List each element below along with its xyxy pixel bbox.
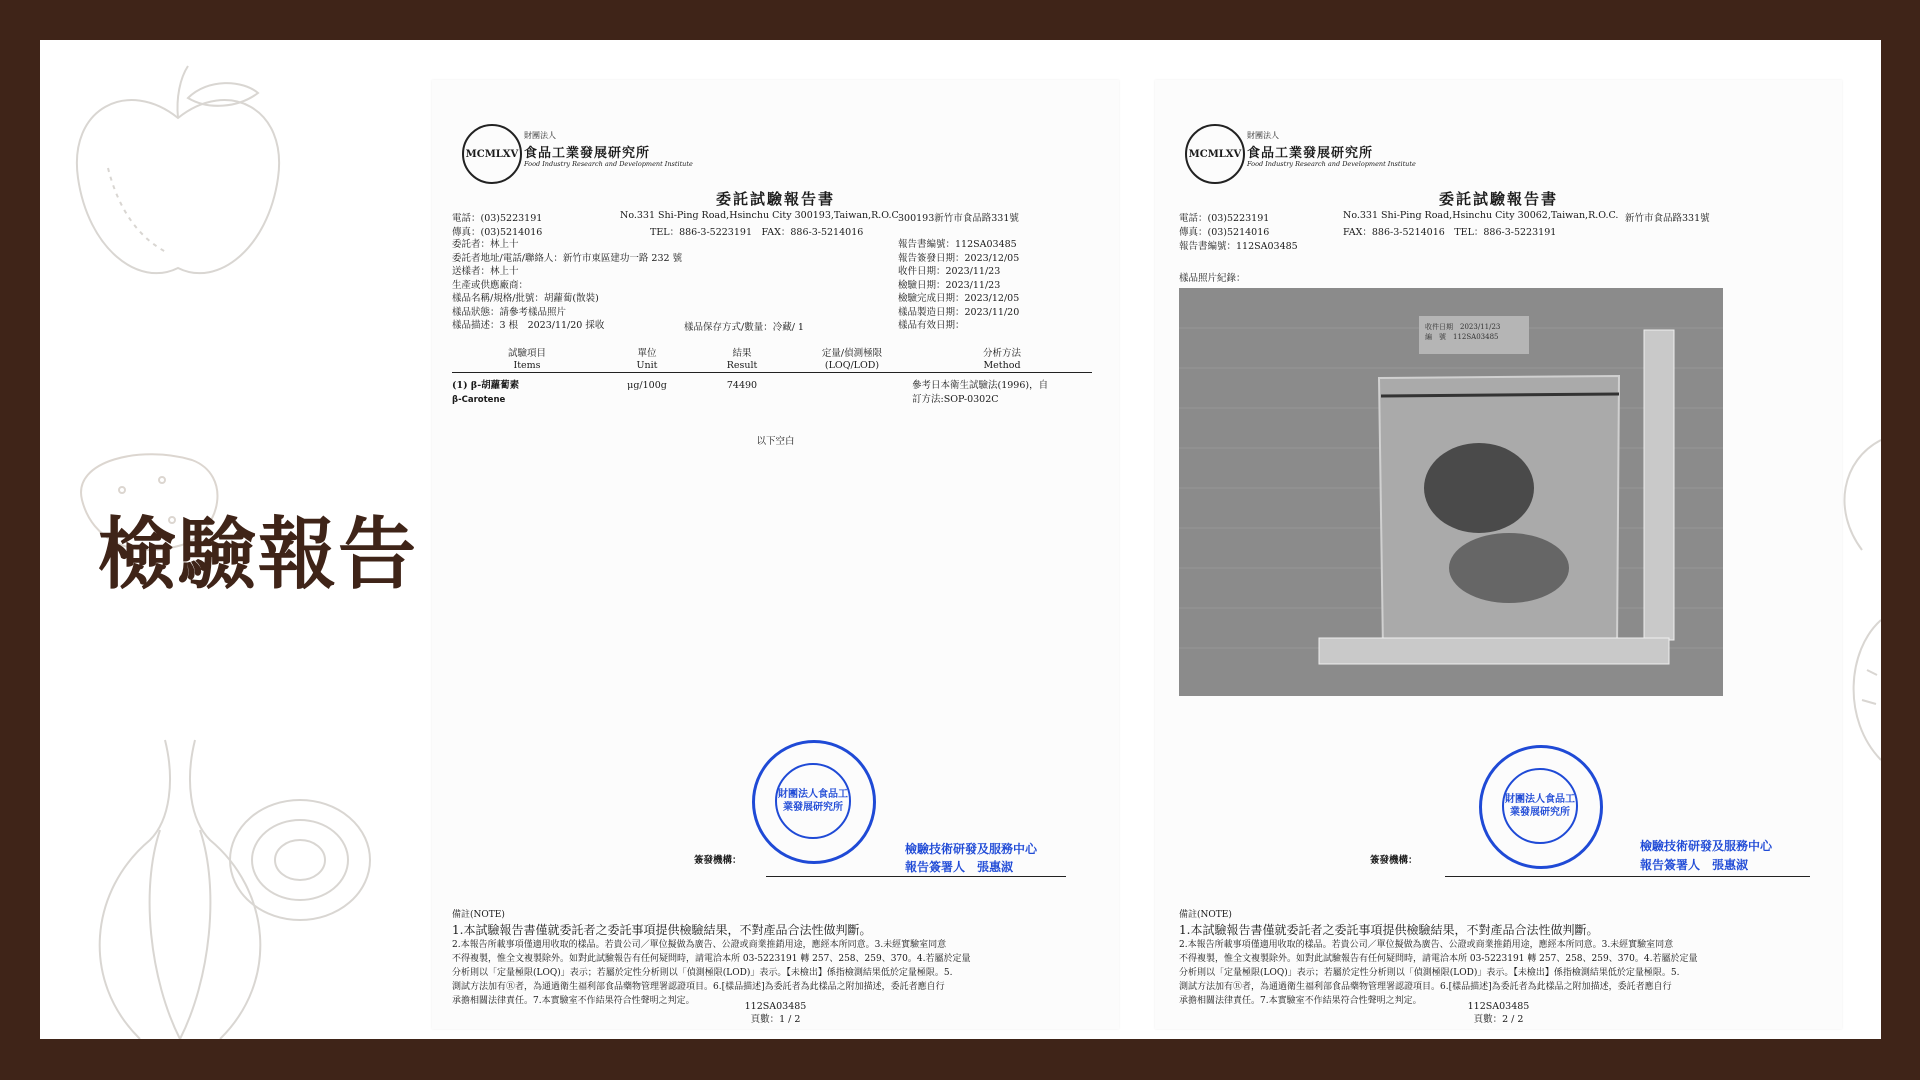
results-table — [452, 348, 1092, 407]
note-line: 不得複製，惟全文複製除外。如對此試驗報告有任何疑問時，請電洽本所 03-5223191 轉 257、258、259、370。4.若屬於定量 — [452, 954, 971, 964]
field-supplier: 生產或供應廠商： — [452, 279, 529, 291]
field-test-date: 檢驗日期：2023/11/23 — [898, 279, 1001, 291]
field-mfg-date: 樣品製造日期：2023/11/20 — [898, 306, 1020, 318]
cell-item: (1) β-胡蘿蔔素 β-Carotene — [452, 380, 520, 405]
field-sample-state: 樣品狀態：請參考樣品照片 — [452, 306, 567, 318]
note-line: 分析則以「定量極限(LOQ)」表示；若屬於定性分析則以「偵測極限(LOD)」表示。【未檢出】係指檢測結果低於定量極限。5. — [452, 968, 953, 978]
col-result: 結果 Result — [692, 348, 792, 373]
field-storage: 樣品保存方式/數量：冷藏/ 1 — [684, 322, 804, 333]
report-fields — [898, 238, 1019, 333]
signature-line — [766, 876, 1066, 877]
apple-sketch-icon — [58, 58, 298, 308]
col-method: 分析方法 Method — [912, 348, 1092, 373]
seal-ring-text: MCMLXV — [1188, 148, 1242, 160]
cell-method: 參考日本衛生試驗法(1996)，自 訂方法:SOP-0302C — [912, 380, 1049, 405]
field-sender: 送樣者：林上十 — [452, 266, 519, 277]
institute-seal-logo — [1185, 124, 1245, 184]
org-type: 財團法人 — [524, 131, 556, 140]
table-row — [452, 373, 1092, 408]
footer-number: 112SA03485 — [744, 1001, 807, 1012]
slide-frame — [40, 40, 1881, 1039]
signature-line — [1445, 876, 1810, 877]
signing-center: 檢驗技術研發及服務中心 — [905, 842, 1038, 856]
notes-title: 備註(NOTE) — [452, 910, 505, 920]
fax: 傳真：(03)5214016 — [1179, 227, 1270, 238]
contact-en: TEL：886-3-5223191 FAX：886-3-5214016 — [650, 227, 864, 238]
field-expiry-date: 樣品有效日期： — [898, 320, 965, 331]
seal-ring-text: MCMLXV — [465, 148, 519, 160]
note-main: 1.本試驗報告書僅就委託者之委託事項提供檢驗結果，不對產品合法性做判斷。 — [1179, 923, 1599, 937]
field-sample-desc: 樣品描述：3 根 2023/11/20 採收 — [452, 320, 605, 331]
note-main: 1.本試驗報告書僅就委託者之委託事項提供檢驗結果，不對產品合法性做判斷。 — [452, 923, 872, 937]
address-en: No.331 Shi-Ping Road,Hsinchu City 30062,Taiwan,R.O.C. — [1343, 210, 1619, 221]
col-unit: 單位 Unit — [602, 348, 692, 373]
signing-label: 簽發機構： — [694, 855, 742, 866]
report-title: 委託試驗報告書 — [715, 190, 835, 208]
note-line: 測試方法加有Ⓡ者，為通過衛生福利部食品藥物管理署認證項目。6.[樣品描述]為委託者為此樣品之附加描述，委託者應自行 — [1179, 982, 1672, 992]
phone: 電話：(03)5223191 — [1179, 213, 1270, 224]
page-title: 檢驗報告 — [98, 510, 419, 600]
address-zh: 新竹市食品路331號 — [1625, 213, 1710, 224]
address-zh: 300193新竹市食品路331號 — [898, 213, 1019, 224]
report-page-1 — [432, 80, 1119, 1029]
stamp-text: 財團法人食品工業發展研究所 — [775, 763, 851, 839]
notes — [1179, 908, 1697, 1008]
signing-center: 檢驗技術研發及服務中心 — [1640, 839, 1773, 853]
note-line: 承擔相關法律責任。7.本實驗室不作結果符合性聲明之判定。 — [452, 996, 695, 1006]
phone: 電話：(03)5223191 — [452, 213, 543, 224]
report-title: 委託試驗報告書 — [1438, 190, 1558, 208]
org-name: 食品工業發展研究所 — [1247, 146, 1374, 161]
notes — [452, 908, 970, 1008]
official-stamp — [1479, 745, 1603, 869]
field-client: 委託者：林上十 — [452, 239, 519, 250]
footer-page: 頁數：1 / 2 — [750, 1014, 801, 1025]
note-line: 測試方法加有Ⓡ者，為通過衛生福利部食品藥物管理署認證項目。6.[樣品描述]為委託者為此樣品之附加描述，委託者應自行 — [452, 982, 945, 992]
org-type: 財團法人 — [1247, 131, 1279, 140]
cell-result: 74490 — [726, 380, 758, 391]
cell-loq — [792, 373, 912, 408]
signing-label: 簽發機構： — [1370, 855, 1418, 866]
blank-note: 以下空白 — [756, 436, 795, 447]
col-item: 試驗項目 Items — [452, 348, 602, 373]
note-line: 分析則以「定量極限(LOQ)」表示；若屬於定性分析則以「偵測極限(LOD)」表示。【未檢出】係指檢測結果低於定量極限。5. — [1179, 968, 1680, 978]
org-name-en: Food Industry Research and Development Institute — [524, 160, 693, 168]
col-loq: 定量/偵測極限 (LOQ/LOD) — [792, 348, 912, 373]
onion-sketch-icon — [80, 720, 380, 1039]
notes-title: 備註(NOTE) — [1179, 910, 1232, 920]
photo-tag: 收件日期 2023/11/23 編 號 112SA03485 — [1425, 323, 1501, 341]
org-name: 食品工業發展研究所 — [524, 146, 651, 161]
field-receive-date: 收件日期：2023/11/23 — [898, 266, 1001, 277]
institute-seal-logo — [462, 124, 522, 184]
report-no: 報告書編號：112SA03485 — [1179, 241, 1298, 252]
org-name-en: Food Industry Research and Development Institute — [1247, 160, 1416, 168]
report-page-2 — [1155, 80, 1842, 1029]
footer-number: 112SA03485 — [1467, 1001, 1530, 1012]
cell-unit: μg/100g — [627, 380, 667, 391]
contact-en: FAX：886-3-5214016 TEL：886-3-5223191 — [1343, 227, 1557, 238]
stamp-text: 財團法人食品工業發展研究所 — [1502, 768, 1578, 844]
field-report-no: 報告書編號：112SA03485 — [898, 239, 1017, 250]
field-client-address: 委託者地址/電話/聯絡人：新竹市東區建功一路 232 號 — [452, 252, 683, 264]
table-header-row — [452, 348, 1092, 373]
client-fields — [452, 238, 682, 333]
sample-bag-illustration — [1179, 288, 1723, 696]
note-line: 2.本報告所載事項僅適用收取的樣品。若貴公司／單位擬做為廣告、公證或商業推銷用途，應經本所同意。3.未經實驗室同意 — [452, 940, 947, 950]
photo-label: 樣品照片紀錄： — [1179, 273, 1246, 284]
field-complete-date: 檢驗完成日期：2023/12/05 — [898, 293, 1020, 304]
note-line: 不得複製，惟全文複製除外。如對此試驗報告有任何疑問時，請電洽本所 03-5223191 轉 257、258、259、370。4.若屬於定量 — [1179, 954, 1698, 964]
field-issue-date: 報告簽發日期：2023/12/05 — [898, 252, 1020, 264]
address-en: No.331 Shi-Ping Road,Hsinchu City 300193,Taiwan,R.O.C. — [620, 210, 902, 221]
field-sample-name: 樣品名稱/規格/批號：胡蘿蔔(散裝) — [452, 293, 599, 304]
official-stamp — [752, 740, 876, 864]
signatory: 報告簽署人 張惠淑 — [1640, 858, 1749, 872]
signatory: 報告簽署人 張惠淑 — [905, 860, 1014, 874]
footer-page: 頁數：2 / 2 — [1473, 1014, 1524, 1025]
note-line: 承擔相關法律責任。7.本實驗室不作結果符合性聲明之判定。 — [1179, 996, 1422, 1006]
sample-photo — [1179, 288, 1723, 696]
note-line: 2.本報告所載事項僅適用收取的樣品。若貴公司／單位擬做為廣告、公證或商業推銷用途，應經本所同意。3.未經實驗室同意 — [1179, 940, 1674, 950]
fax: 傳真：(03)5214016 — [452, 227, 543, 238]
